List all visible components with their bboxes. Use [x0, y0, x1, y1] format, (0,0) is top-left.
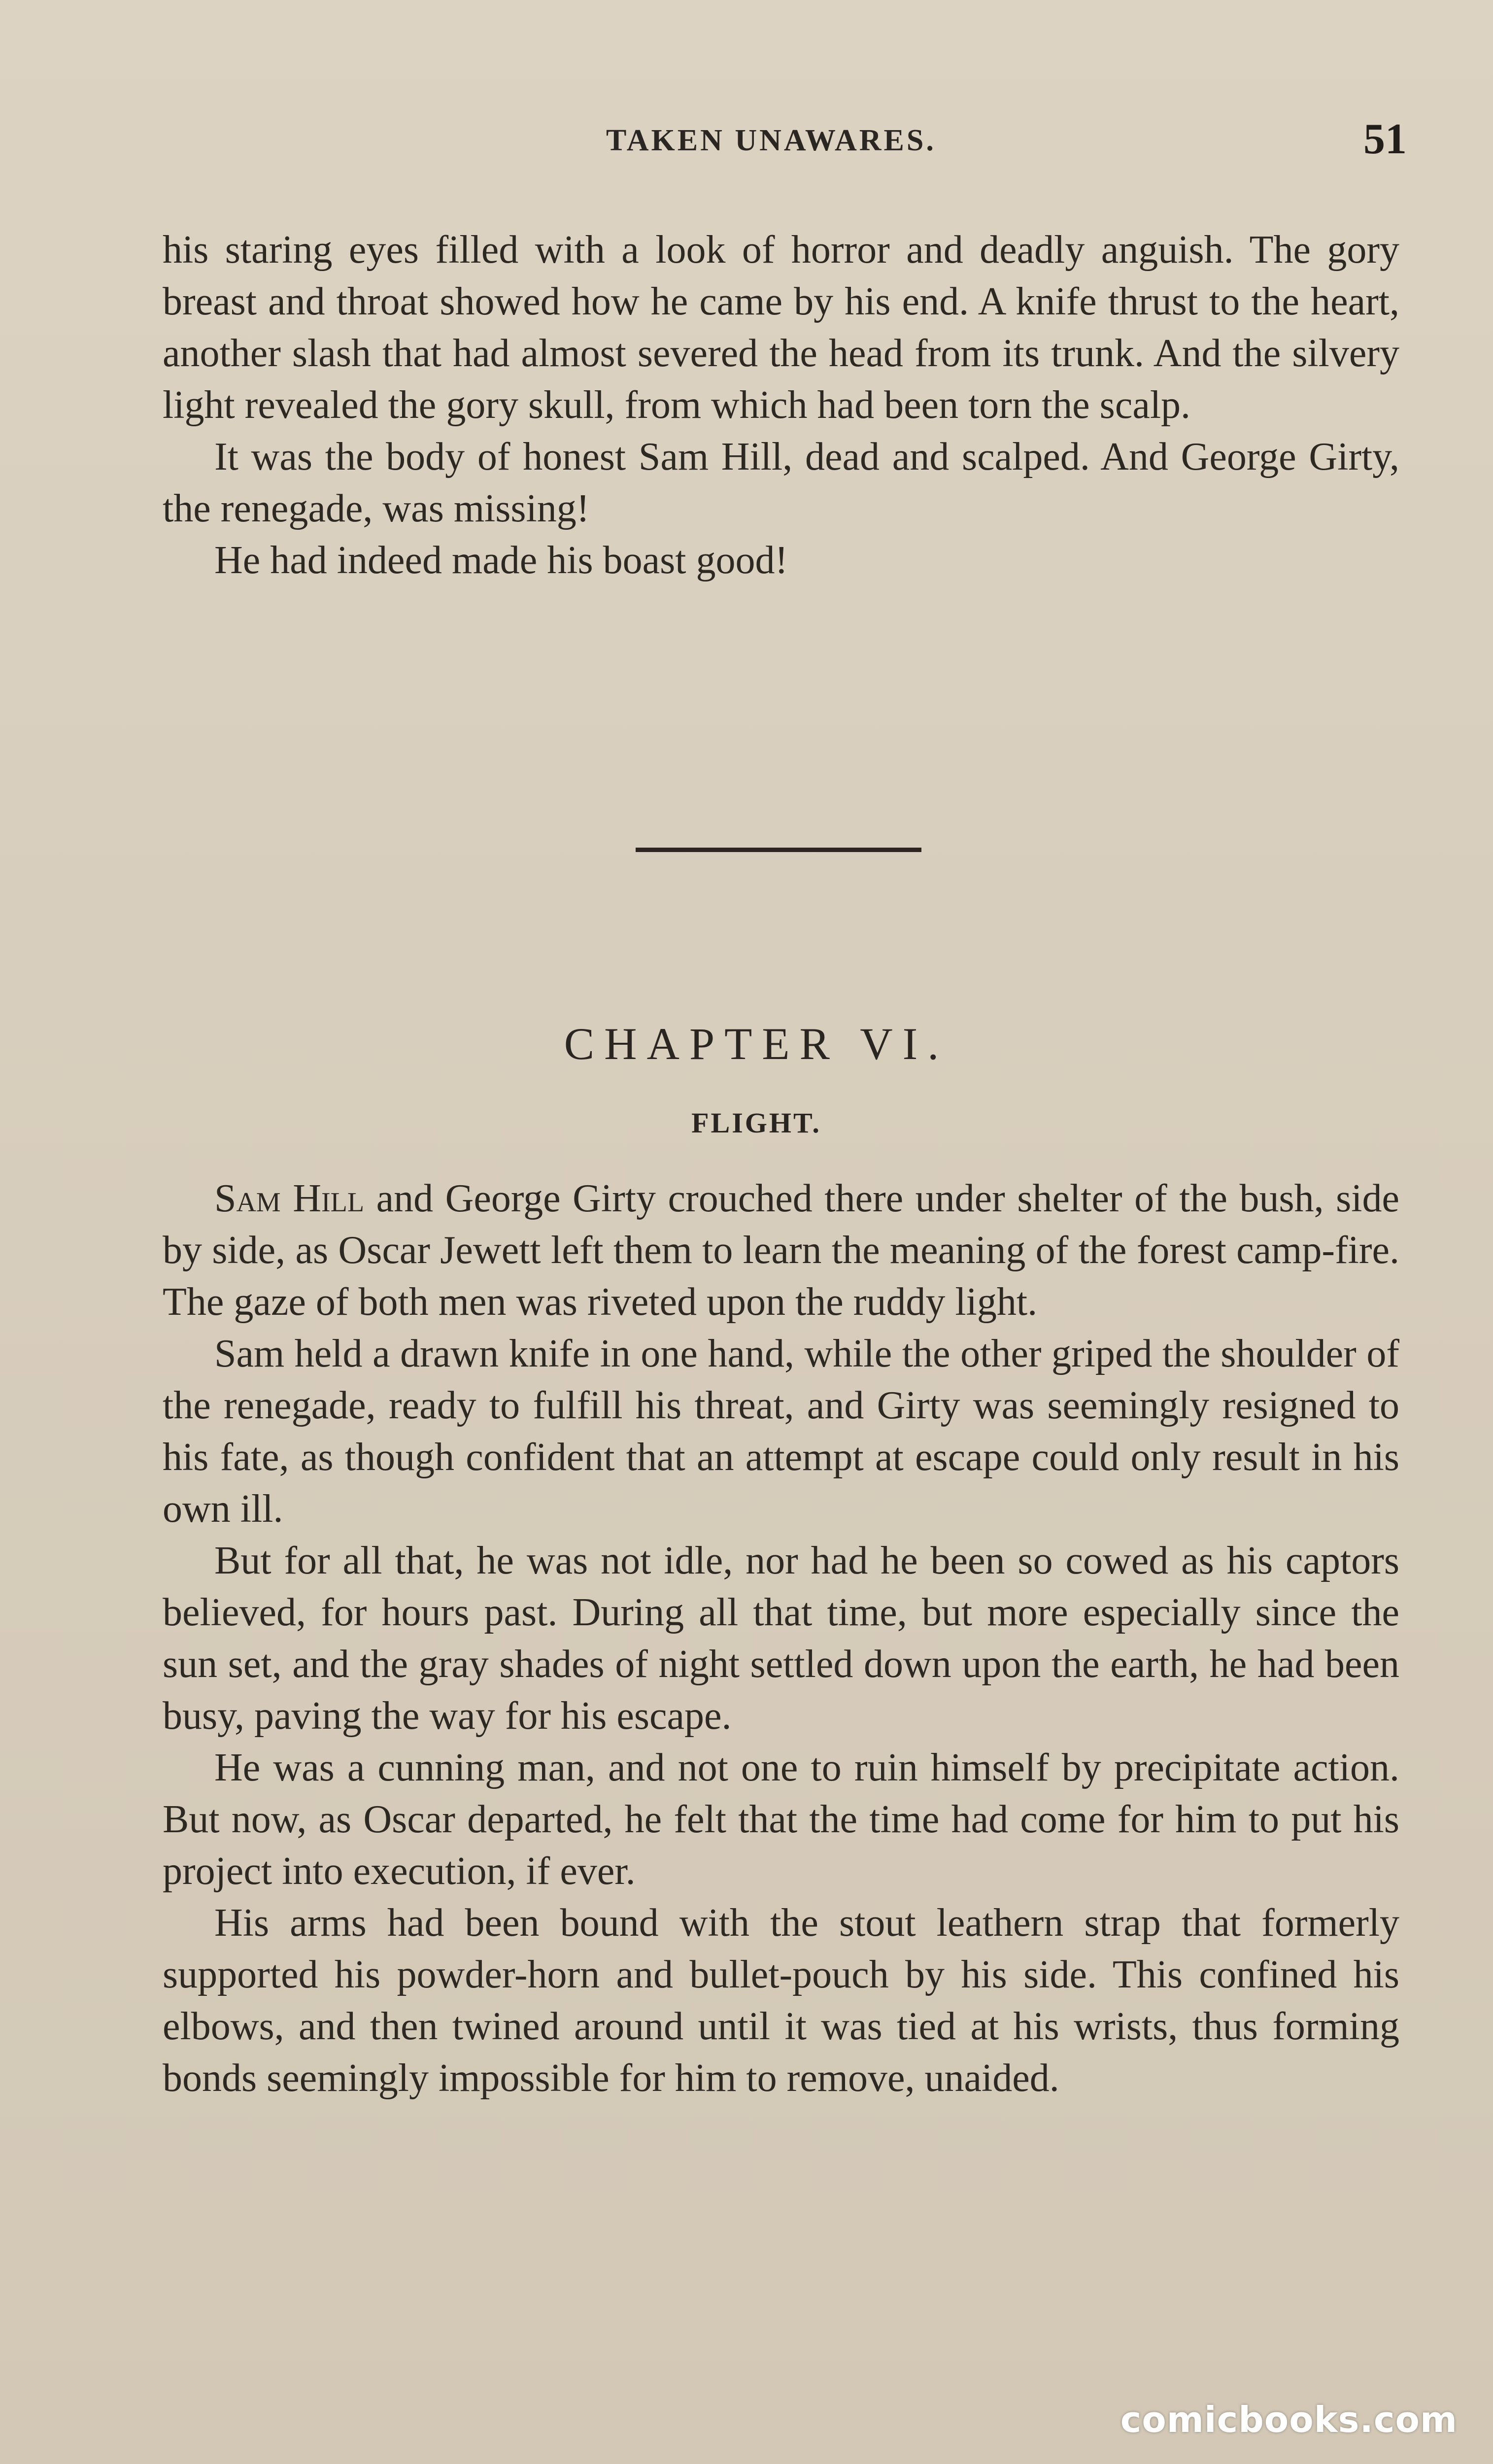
chapter-heading: CHAPTER VI. [564, 1019, 949, 1069]
chapter-subtitle: FLIGHT. [691, 1107, 821, 1139]
opening-smallcaps: Sam Hill [214, 1177, 365, 1220]
section-divider [636, 848, 921, 852]
paragraph: He was a cunning man, and not one to ruin himself by precipitate action. But now, as Oscar departed, he felt that the time had come for him to put his project into execution, if ever. [163, 1746, 1399, 1893]
opening-paragraph [163, 1173, 1399, 1328]
watermark: comicbooks.com [1120, 2399, 1458, 2440]
paragraph: Sam held a drawn knife in one hand, while the other griped the shoulder of the renegade, ready to fulfill his threat, and Girty was seemingly resigned to his fate, as though confident that an attempt at escape could only result in his own ill. [163, 1332, 1399, 1531]
paragraph: He had indeed made his boast good! [214, 539, 788, 582]
paragraph: But for all that, he was not idle, nor had he been so cowed as his captors believed, for hours past. During all that time, but more especially since the sun set, and the gray shades of night settled down upon the earth, he had been busy, paving the way for his escape. [163, 1539, 1399, 1738]
paragraph-continuation: his staring eyes filled with a look of horror and deadly anguish. The gory breast and throat showed how he came by his end. A knife thrust to the heart, another slash that had almost severed the head from its trunk. And the silvery light revealed the gory skull, from which had been torn the scalp. [163, 228, 1399, 427]
page-number: 51 [1363, 115, 1407, 163]
running-title: TAKEN UNAWARES. [606, 124, 936, 157]
chapter-text-block [163, 1173, 1399, 2104]
paragraph: It was the body of honest Sam Hill, dead and scalped. And George Girty, the renegade, was missing! [163, 435, 1399, 530]
opening-rest: and George Girty crouched there under shelter of the bush, side by side, as Oscar Jewett left them to learn the meaning of the forest camp-fire. The gaze of both men was riveted upon the ruddy light. [163, 1177, 1400, 1324]
paragraph: His arms had been bound with the stout leathern strap that formerly supported his powder-horn and bullet-pouch by his side. This confined his elbows, and then twined around until it was tied at his wrists, thus forming bonds seemingly impossible for him to remove, unaided. [163, 1901, 1399, 2100]
top-text-block [163, 224, 1399, 586]
